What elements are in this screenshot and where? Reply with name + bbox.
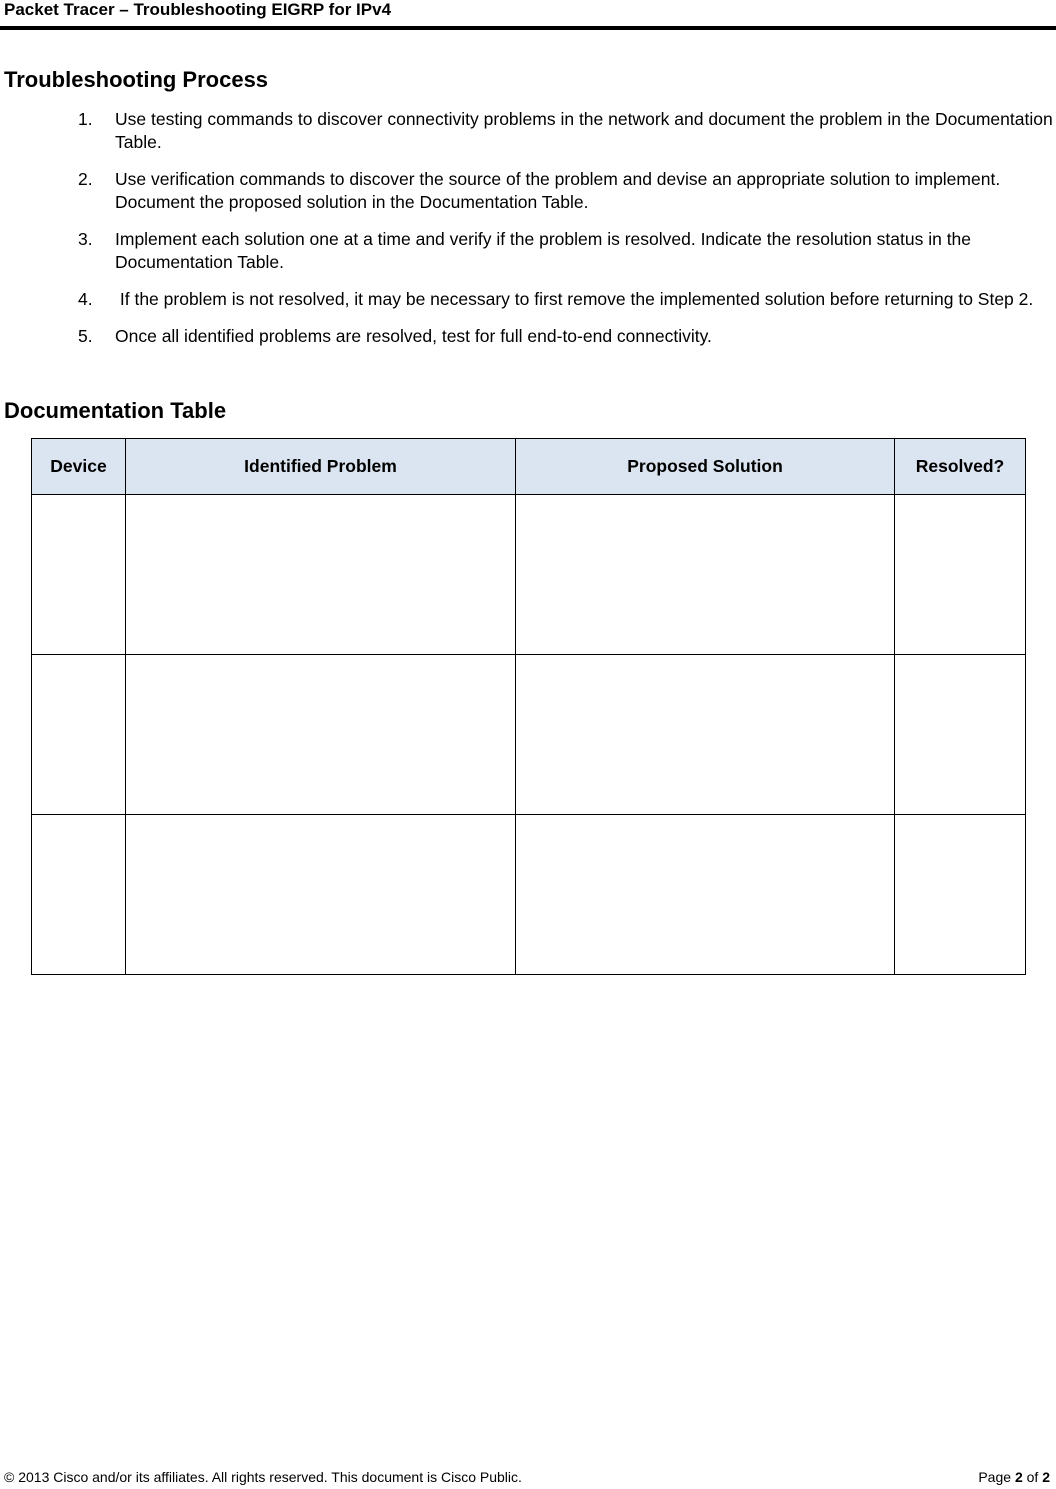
column-header-proposed-solution: Proposed Solution [516,439,895,495]
step-text: Use testing commands to discover connectivity problems in the network and document the problem in the Documentation Table. [115,109,1053,152]
documentation-heading: Documentation Table [4,398,227,423]
identified-problem-cell[interactable] [126,495,516,655]
proposed-solution-cell[interactable] [516,495,895,655]
step-text: Implement each solution one at a time and verify if the problem is resolved. Indicate the resolution status in the Documentation Table. [115,229,972,272]
column-header-identified-problem: Identified Problem [126,439,516,495]
page-header [0,0,1056,30]
proposed-solution-cell[interactable] [516,655,895,815]
device-cell[interactable] [32,815,126,975]
table-row [32,655,1026,815]
step-number: 2. [78,169,93,189]
page-of: of [1026,1469,1039,1485]
step-item [78,288,1053,311]
identified-problem-cell[interactable] [126,655,516,815]
page-total: 2 [1042,1469,1050,1485]
resolved-cell[interactable] [895,495,1026,655]
step-number: 1. [78,109,93,129]
step-number: 5. [78,326,93,346]
identified-problem-cell[interactable] [126,815,516,975]
step-number: 3. [78,229,93,249]
troubleshooting-heading: Troubleshooting Process [4,67,269,92]
step-item [78,168,1053,214]
column-header-device: Device [32,439,126,495]
table-row [32,495,1026,655]
device-cell[interactable] [32,495,126,655]
step-number: 4. [78,289,93,309]
table-header-row [32,439,1026,495]
step-text: Use verification commands to discover the source of the problem and devise an appropriate solution to implement. Document the proposed solution in the Documentation Table. [115,169,1001,212]
step-text: Once all identified problems are resolved, test for full end-to-end connectivity. [115,326,712,346]
resolved-cell[interactable] [895,655,1026,815]
page-number [978,1469,1050,1485]
proposed-solution-cell[interactable] [516,815,895,975]
column-header-resolved: Resolved? [895,439,1026,495]
table-row [32,815,1026,975]
step-item [78,228,1053,274]
resolved-cell[interactable] [895,815,1026,975]
step-item [78,325,1053,348]
troubleshooting-steps [78,108,1053,362]
step-item [78,108,1053,154]
page-label: Page [978,1469,1012,1485]
step-text: If the problem is not resolved, it may be necessary to first remove the implemented solution before returning to Step 2. [115,289,1034,309]
device-cell[interactable] [32,655,126,815]
page-current: 2 [1014,1469,1023,1485]
copyright-notice: © 2013 Cisco and/or its affiliates. All rights reserved. This document is Cisco Public. [4,1469,522,1485]
document-title: Packet Tracer – Troubleshooting EIGRP for IPv4 [4,0,392,19]
documentation-table [31,438,1026,975]
